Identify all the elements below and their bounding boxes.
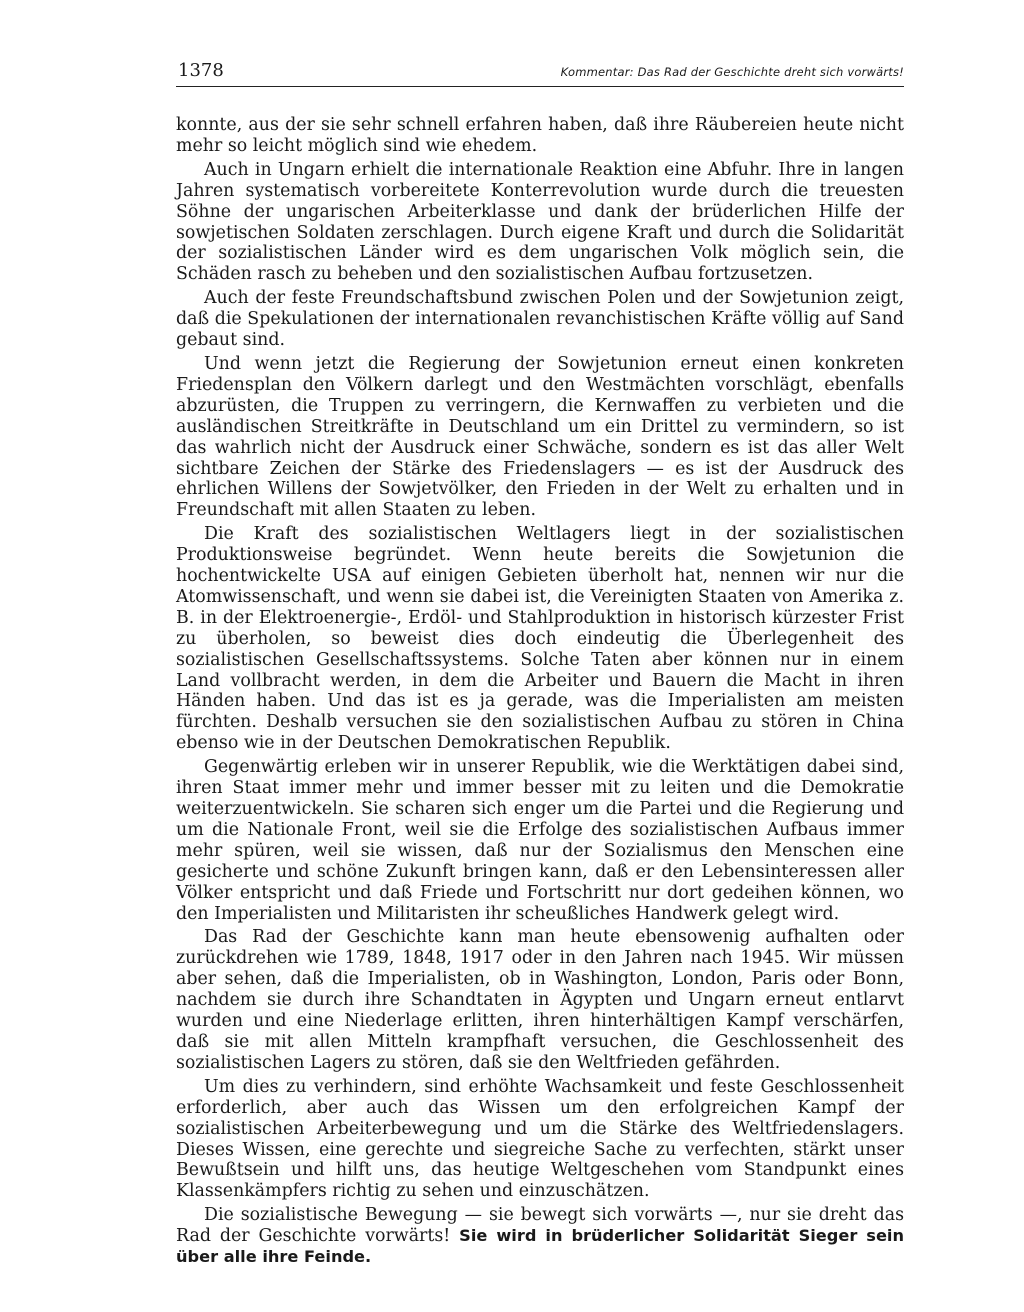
- paragraph: Und wenn jetzt die Regierung der Sowjetunion erneut einen konkreten Friedensplan den Völkern darlegt und den Westmächten vorschlägt, ebenfalls abzurüsten, die Truppen zu verringern, die Kernwaffen zu verbieten und die ausländischen Streitkräfte in Deutschland um ein Drittel zu vermindern, so ist das wahrlich nicht der Ausdruck einer Schwäche, sondern es ist das aller Welt sichtbare Zeichen der Stärke des Friedenslagers — es ist der Ausdruck des ehrlichen Willens der Sowjetvölker, den Frieden in der Welt zu erhalten und in Freundschaft mit allen Staaten zu leben.: [176, 353, 904, 521]
- paragraph: Auch in Ungarn erhielt die internationale Reaktion eine Abfuhr. Ihre in langen Jahren systematisch vorbereitete Konterrevolution wurde durch die treuesten Söhne der ungarischen Arbeiterklasse und dank der brüderlichen Hilfe der sowjetischen Soldaten zerschlagen. Durch eigene Kraft und durch die Solidarität der sozialistischen Länder wird es dem ungarischen Volk möglich sein, die Schäden rasch zu beheben und den sozialistischen Aufbau fortzusetzen.: [176, 159, 904, 285]
- closing-emphasis: Sie wird in brüderlicher Solidarität Sieger sein über alle ihre Feinde.: [176, 1226, 904, 1267]
- running-title: Kommentar: Das Rad der Geschichte dreht sich vorwärts!: [560, 65, 904, 79]
- page-number: 1378: [178, 60, 224, 81]
- closing-paragraph: [176, 1205, 904, 1268]
- closing-text: Die sozialistische Bewegung — sie bewegt sich vorwärts —, nur sie dreht das Rad der Geschichte vorwärts!: [176, 1205, 904, 1247]
- paragraph: Das Rad der Geschichte kann man heute ebensowenig aufhalten oder zurückdrehen wie 1789, 1848, 1917 oder in den Jahren nach 1945. Wir müssen aber sehen, daß die Imperialisten, ob in Washington, London, Paris oder Bonn, nachdem sie durch ihre Schandtaten in Ägypten und Ungarn erneut entlarvt wurden und eine Niederlage erlitten, ihren hinterhältigen Kampf verschärfen, daß sie mit allen Mitteln krampfhaft versuchen, die Geschlossenheit des sozialistischen Lagers zu stören, daß sie den Weltfrieden gefährden.: [176, 927, 904, 1073]
- paragraph: Gegenwärtig erleben wir in unserer Republik, wie die Werktätigen dabei sind, ihren Staat immer mehr und immer besser mit zu leiten und die Demokratie weiterzuentwickeln. Sie scharen sich enger um die Partei und die Regierung und um die Nationale Front, weil sie die Erfolge des sozialistischen Aufbaus immer mehr spüren, weil sie wissen, daß nur der Sozialismus den Menschen eine gesicherte und schöne Zukunft bringen kann, daß er den Lebensinteressen aller Völker entspricht und daß Friede und Fortschritt nur dort gedeihen können, wo den Imperialisten und Militaristen ihr scheußliches Handwerk gelegt wird.: [176, 757, 904, 924]
- paragraph: Auch der feste Freundschaftsbund zwischen Polen und der Sowjetunion zeigt, daß die Spekulationen der internationalen revanchistischen Kräfte völlig auf Sand gebaut sind.: [176, 288, 904, 351]
- page-header: [176, 60, 904, 87]
- article-body: [176, 115, 904, 1271]
- paragraph: Die Kraft des sozialistischen Weltlagers liegt in der sozialistischen Produktionsweise begründet. Wenn heute bereits die Sowjetunion die hochentwickelte USA auf einigen Gebieten überholt hat, nennen wir nur die Atomwissenschaft, und wenn sie dabei ist, die Vereinigten Staaten von Amerika z. B. in der Elektroenergie-, Erdöl- und Stahlproduktion in historisch kürzester Frist zu überholen, so beweist dies doch eindeutig die Überlegenheit des sozialistischen Gesellschaftssystems. Solche Taten aber können nur in einem Land vollbracht werden, in dem die Arbeiter und Bauern die Macht in ihren Händen haben. Und das ist es ja gerade, was die Imperialisten am meisten fürchten. Deshalb versuchen sie den sozialistischen Aufbau zu stören in China ebenso wie in der Deutschen Demokratischen Republik.: [176, 524, 904, 754]
- paragraph: konnte, aus der sie sehr schnell erfahren haben, daß ihre Räubereien heute nicht mehr so leicht möglich sind wie ehedem.: [176, 115, 904, 156]
- paragraph: Um dies zu verhindern, sind erhöhte Wachsamkeit und feste Geschlossenheit erforderlich, aber auch das Wissen um den erfolgreichen Kampf der sozialistischen Arbeiterbewegung und um die Stärke des Weltfriedenslagers. Dieses Wissen, eine gerechte und siegreiche Sache zu verfechten, stärkt unser Bewußtsein und hilft uns, das heutige Weltgeschehen vom Standpunkt eines Klassenkämpfers richtig zu sehen und einzuschätzen.: [176, 1076, 904, 1202]
